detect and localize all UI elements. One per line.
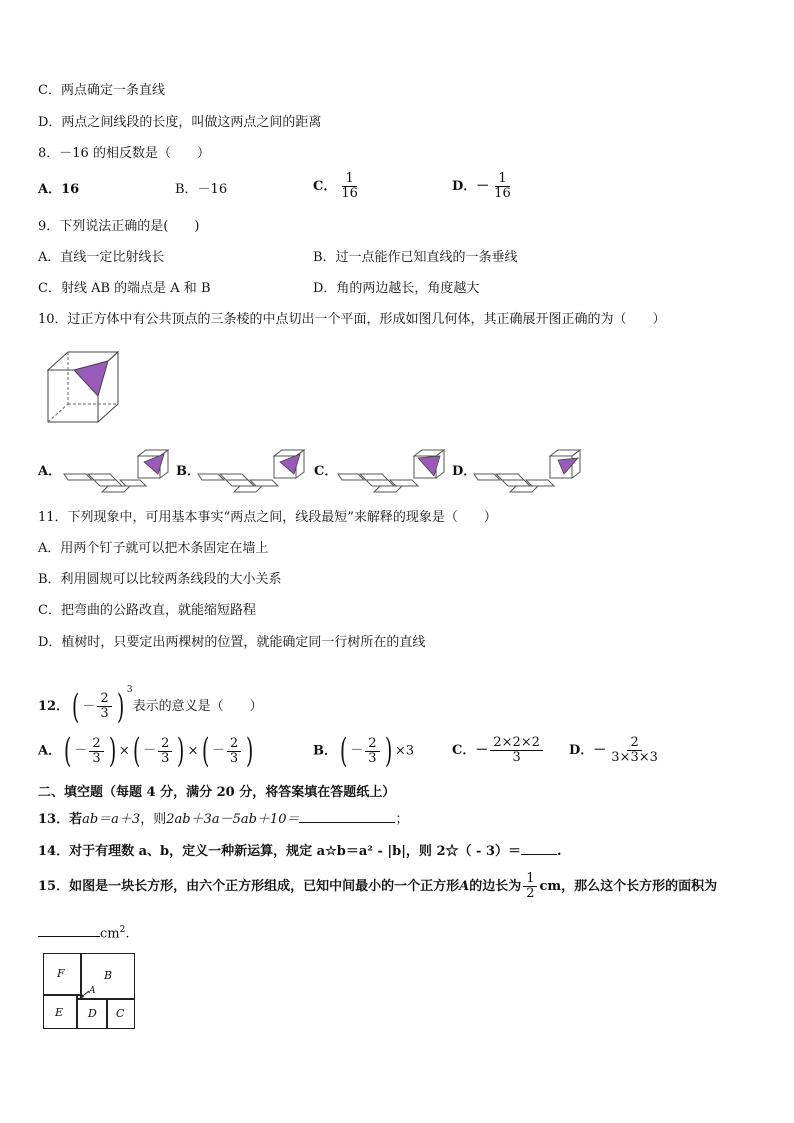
q7-option-d: D．两点之间线段的长度，叫做这两点之间的距离 bbox=[38, 115, 322, 130]
q8-option-c: C． $\frac{1}{16}$ bbox=[313, 172, 363, 201]
q7-option-c: C．两点确定一条直线 bbox=[38, 83, 165, 98]
q13: 13．若ab＝a＋3，则2ab＋3a－5ab＋10＝ ； bbox=[38, 812, 409, 827]
q14-answer-blank bbox=[521, 854, 557, 855]
q10-label-b: B． bbox=[176, 464, 200, 479]
q11-option-b: B．利用圆规可以比较两条线段的大小关系 bbox=[38, 572, 282, 587]
q10-label-d: D． bbox=[452, 464, 477, 479]
q15-stem: 15．如图是一块长方形，由六个正方形组成，已知中间最小的一个正方形A的边长为 $\frac{1}{2}$ cm，那么这个长方形的面积为 bbox=[38, 871, 718, 901]
q10-stem: 10．过正方体中有公共顶点的三条棱的中点切出一个平面，形成如图几何体，其正确展开图正确的为（ ） bbox=[38, 312, 666, 327]
section-fill-in-heading: 二、填空题（每题 4 分，满分 20 分，将答案填在答题纸上） bbox=[38, 785, 396, 800]
q8-c-numerator: 1 bbox=[342, 172, 356, 187]
q10-net-c bbox=[338, 450, 448, 494]
q14: 14．对于有理数 a、b，定义一种新运算，规定 a☆b＝a² - |b|，则 2☆（ - 3）＝ . bbox=[38, 844, 562, 859]
q9-stem: 9．下列说法正确的是( ) bbox=[38, 219, 200, 234]
q11-option-d: D．植树时，只要定出两棵树的位置，就能确定同一行树所在的直线 bbox=[38, 635, 426, 650]
q8-d-numerator: 1 bbox=[495, 172, 509, 187]
figure-label-f: F bbox=[57, 967, 65, 980]
q12-option-d: D．－ $\frac{2}{3\times 3\times 3}$ bbox=[569, 735, 658, 765]
q9-option-c: C．射线 AB 的端点是 A 和 B bbox=[38, 281, 211, 296]
figure-label-a: A bbox=[89, 986, 96, 996]
q8-stem: 8．－16 的相反数是（ ） bbox=[38, 146, 210, 161]
q12-option-a: A． ( － $\frac{2}{3}$ ) × ( － $\frac{2}{3}$ ) × ( － $\frac{2}{3}$ ) bbox=[38, 731, 254, 771]
figure-label-e: E bbox=[55, 1006, 64, 1019]
q10-net-b bbox=[198, 450, 308, 494]
q12-stem: 12． ( － $\frac{2}{3}$ ) $^3$表示的意义是（ ） bbox=[38, 685, 263, 727]
q10-net-d bbox=[474, 450, 584, 494]
q11-option-c: C．把弯曲的公路改直，就能缩短路程 bbox=[38, 603, 256, 618]
q9-option-d: D．角的两边越长，角度越大 bbox=[313, 281, 480, 296]
figure-a-arrow bbox=[77, 989, 97, 1001]
q10-label-c: C． bbox=[314, 464, 338, 479]
q8-option-a: A．16 bbox=[38, 182, 80, 197]
q8-option-b: B．－16 bbox=[175, 182, 228, 197]
q13-answer-blank bbox=[299, 822, 395, 823]
q8-option-d: D．－ $\frac{1}{16}$ bbox=[452, 172, 516, 201]
q15-answer-blank bbox=[38, 936, 100, 937]
q10-label-a: A． bbox=[38, 464, 62, 479]
q12-option-c: C．－ $\frac{2\times 2\times 2}{3}$ bbox=[452, 731, 545, 771]
q15-answer-line: $cm^2$. bbox=[38, 921, 129, 943]
q11-stem: 11．下列现象中，可用基本事实“两点之间，线段最短”来解释的现象是（ ） bbox=[38, 510, 497, 525]
q12-option-b: B． ( － $\frac{2}{3}$ ) ×3 bbox=[313, 731, 414, 771]
q11-option-a: A．用两个钉子就可以把木条固定在墙上 bbox=[38, 541, 269, 556]
q8-c-denominator: 16 bbox=[341, 186, 358, 201]
figure-label-b: B bbox=[104, 969, 113, 982]
figure-label-c: C bbox=[116, 1007, 125, 1020]
q10-cube-figure bbox=[44, 350, 124, 426]
q10-cut-triangle bbox=[74, 361, 108, 396]
q8-d-denominator: 16 bbox=[494, 186, 511, 201]
q10-net-a bbox=[60, 450, 172, 494]
q15-rectangle-figure bbox=[43, 953, 135, 1029]
figure-label-d: D bbox=[88, 1007, 97, 1020]
q9-option-a: A．直线一定比射线长 bbox=[38, 250, 165, 265]
q9-option-b: B．过一点能作已知直线的一条垂线 bbox=[313, 250, 518, 265]
